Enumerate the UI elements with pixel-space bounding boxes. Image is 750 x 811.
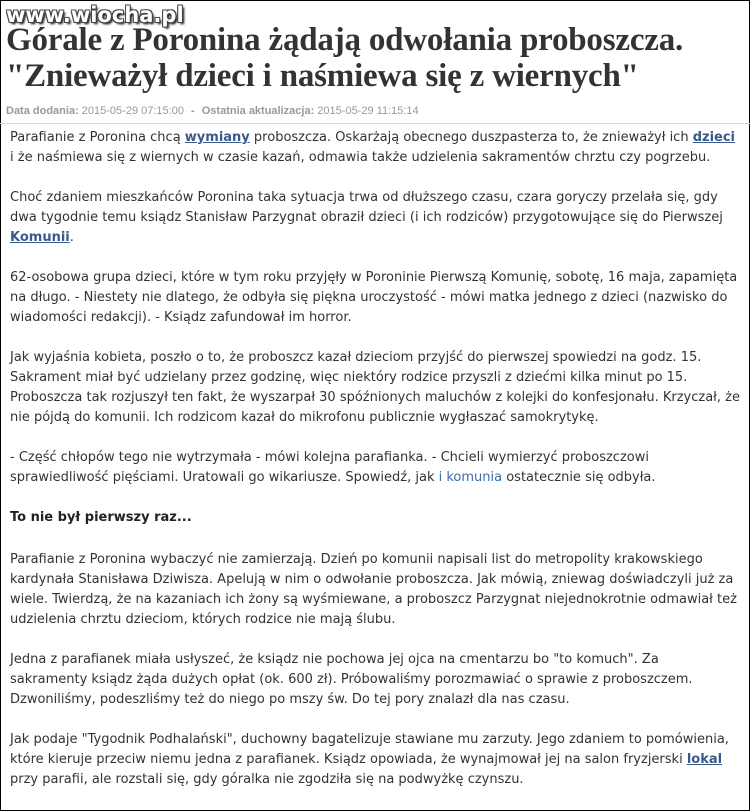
meta-separator: - bbox=[191, 105, 195, 117]
meta-divider bbox=[0, 123, 750, 124]
paragraph-3: 62-osobowa grupa dzieci, które w tym roku przyjęły w Poroninie Pierwszą Komunię, sobotę, 16 maja, zapamięta na długo. - Niestety nie dlatego, że odbyła się piękna uroczystość - mówi matka jednego z dzieci (nazwisko do wiadomości redakcji). - Ksiądz zafundował im horror. bbox=[10, 270, 738, 325]
date-added-value: 2015-05-29 07:15:00 bbox=[81, 105, 184, 117]
paragraph-text: Jak podaje "Tygodnik Podhalański", duchowny bagatelizuje stawiane mu zarzuty. Jego zdaniem to pomówienia, które kieruje przeciw niemu jedna z parafianek. Ksiądz opowiada, że wynajmował jej na salon fryzjerski bbox=[10, 732, 729, 767]
paragraph-8 bbox=[10, 730, 740, 790]
link-komunii[interactable]: Komunii bbox=[10, 230, 70, 245]
paragraph-text: ostatecznie się odbyła. bbox=[502, 470, 656, 485]
paragraph-text: Choć zdaniem mieszkańców Poronina taka sytuacja trwa od dłuższego czasu, czara goryczy przelała się, gdy dwa tygodnie temu ksiądz Stanisław Parzygnat obraził dzieci (i ich rodziców) przygotowujące się do Pierwszej bbox=[10, 190, 723, 225]
date-added-label: Data dodania: bbox=[6, 105, 79, 117]
paragraph-text: przy parafii, ale rozstali się, gdy góralka nie zgodziła się na podwyżkę czynszu. bbox=[10, 772, 524, 787]
watermark-logo: www.wiocha.pl bbox=[6, 3, 184, 27]
section-subheading: To nie był pierwszy raz... bbox=[10, 510, 192, 525]
last-update-label: Ostatnia aktualizacja: bbox=[201, 105, 315, 117]
paragraph-text: i że naśmiewa się z wiernych w czasie kazań, odmawia także udzielenia sakramentów chrztu czy pogrzebu. bbox=[10, 150, 711, 165]
paragraph-2 bbox=[10, 188, 740, 248]
paragraph-6: Parafianie z Poronina wybaczyć nie zamierzają. Dzień po komunii napisali list do metropolity krakowskiego kardynała Stanisława Dziwisza. Apelują w nim o odwołanie proboszcza. Jak mówią, zniewag doświadczyli już za wiele. Twierdzą, że na kazaniach ich żony są wyśmiewane, a proboszcz Parzygnat niejednokrotnie odmawiał też udzielenia chrztu dzieciom, których rodzice nie mają ślubu. bbox=[10, 552, 737, 627]
title-line-2: "Znieważył dzieci i naśmiewa się z wiernych" bbox=[6, 58, 639, 94]
paragraph-4: Jak wyjaśnia kobieta, poszło o to, że proboszcz kazał dzieciom przyjść do pierwszej spowiedzi na godz. 15. Sakrament miał być udzielany przez godzinę, więc niektóry rodzice przyszli z dziećmi kilka minut po 15. Proboszcza tak rozjuszył ten fakt, że wyszarpał 30 spóźnionych maluchów z kolejki do konfesjonału. Krzyczał, że nie pójdą do komunii. Ich rodzicom kazał do mikrofonu publicznie wygłaszać samokrytykę. bbox=[10, 350, 740, 425]
paragraph-text: . bbox=[69, 230, 74, 245]
link-lokal[interactable]: lokal bbox=[686, 752, 723, 767]
paragraph-text: - Część chłopów tego nie wytrzymała - mówi kolejna parafianka. - Chcieli wymierzyć proboszczowi sprawiedliwość pięściami. Uratowali go wikariusze. Spowiedź, jak bbox=[10, 450, 649, 485]
paragraph-5 bbox=[10, 448, 740, 488]
article-meta bbox=[6, 105, 419, 117]
link-dzieci[interactable]: dzieci bbox=[692, 130, 736, 145]
article-body bbox=[10, 128, 740, 810]
link-komunia[interactable]: i komunia bbox=[438, 470, 503, 485]
last-update-value: 2015-05-29 11:15:14 bbox=[317, 105, 419, 117]
title-line-1: Górale z Poronina żądają odwołania proboszcza. bbox=[6, 22, 684, 58]
paragraph-text: proboszcza. Oskarżają obecnego duszpasterza to, że znieważył ich bbox=[249, 130, 693, 145]
paragraph-text: Parafianie z Poronina chcą bbox=[10, 130, 185, 145]
paragraph-7: Jedna z parafianek miała usłyszeć, że ksiądz nie pochowa jej ojca na cmentarzu bo "to komuch". Za sakramenty ksiądz żąda dużych opłat (ok. 600 zł). Próbowaliśmy porozmawiać o sprawie z proboszczem. Dzwoniliśmy, podeszliśmy też do niego po mszy św. Do tej pory znalazł dla nas czasu. bbox=[10, 652, 693, 707]
paragraph-1 bbox=[10, 128, 740, 168]
article-title bbox=[6, 22, 746, 94]
link-wymiany[interactable]: wymiany bbox=[184, 130, 250, 145]
